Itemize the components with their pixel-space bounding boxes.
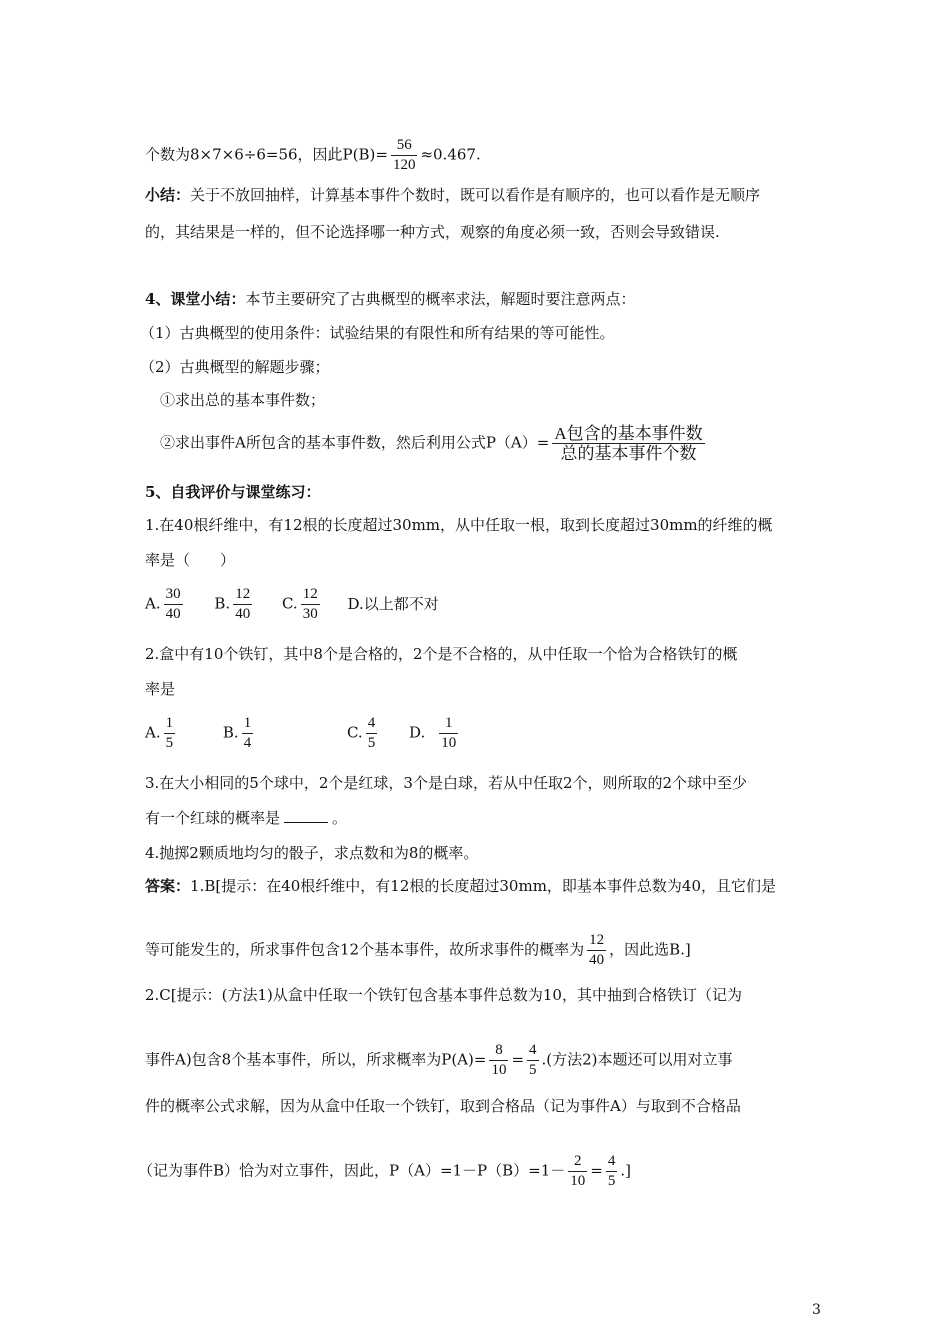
option-c <box>347 714 380 753</box>
denominator: 10 <box>570 1173 586 1189</box>
page-number: 3 <box>812 1302 821 1318</box>
numerator: 1 <box>439 714 458 734</box>
list-item: （1）古典概型的使用条件：试验结果的有限性和所有结果的等可能性。 <box>140 324 615 342</box>
summary-line-2: 的，其结果是一样的，但不论选择哪一种方式，观察的角度必须一致，否则会导致错误. <box>145 223 720 241</box>
text: 有一个红球的概率是 <box>145 809 281 827</box>
option-c <box>282 585 323 624</box>
text: ≈0.467. <box>420 145 481 164</box>
answers-title: 答案： <box>145 877 191 895</box>
numerator: 12 <box>233 585 252 605</box>
text: .(方法2)本题还可以用对立事 <box>541 1050 733 1069</box>
option-b <box>223 714 256 753</box>
text: （记为事件B）恰为对立事件，因此，P（A）=1－P（B）=1－ <box>138 1161 566 1180</box>
fraction <box>527 1041 539 1080</box>
step-item <box>160 424 708 463</box>
text: = <box>590 1161 603 1180</box>
option-d <box>409 714 461 753</box>
denominator: 120 <box>392 157 416 173</box>
answer-2-line-3: 件的概率公式求解，因为从盒中任取一个铁钉，取到合格品（记为事件A）与取到不合格品 <box>145 1097 741 1115</box>
option-a <box>145 585 186 624</box>
fraction <box>606 1152 618 1191</box>
text: 事件A)包含8个基本事件，所以，所求概率为P(A)= <box>145 1050 487 1069</box>
text: 1.B[提示：在40根纤维中，有12根的长度超过30mm，即基本事件总数为40，且它们是 <box>190 877 777 895</box>
summary-title: 小结： <box>145 186 191 204</box>
step-item: ①求出总的基本事件数； <box>160 391 326 409</box>
summary-line <box>145 185 760 205</box>
text: 个数为8×7×6÷6=56，因此P(B)= <box>145 145 388 164</box>
question-4: 4.抛掷2颗质地均匀的骰子，求点数和为8的概率。 <box>145 844 479 862</box>
fraction <box>301 585 320 624</box>
denominator: 4 <box>243 735 252 751</box>
answer-2-line-1: 2.C[提示：(方法1)从盒中任取一个铁钉包含基本事件总数为10，其中抽到合格铁订（记为 <box>145 986 742 1004</box>
numerator: 4 <box>527 1041 539 1061</box>
option-label: C. <box>346 723 363 742</box>
question-3: 3.在大小相同的5个球中，2个是红球，3个是白球，若从中任取2个，则所取的2个球中至少 <box>145 774 748 792</box>
option-b <box>214 585 255 624</box>
fraction <box>587 931 606 970</box>
denominator: 10 <box>491 1062 507 1078</box>
option-label: B. <box>222 723 239 742</box>
denominator: 5 <box>367 735 376 751</box>
question-2: 2.盒中有10个铁钉，其中8个是合格的，2个是不合格的，从中任取一个恰为合格铁钉的概 <box>145 645 738 663</box>
question-1-options <box>145 585 439 624</box>
fraction <box>233 585 252 624</box>
text: ，因此选B.] <box>609 940 691 959</box>
numerator: 30 <box>164 585 183 605</box>
question-1-line-2: 率是（ ） <box>145 551 236 569</box>
denominator: 40 <box>235 606 251 622</box>
denominator: 5 <box>529 1062 537 1078</box>
text: .] <box>620 1161 631 1180</box>
numerator: 1 <box>164 714 176 734</box>
text: = <box>511 1050 525 1069</box>
denominator: 40 <box>165 606 181 622</box>
answer-1-line-2 <box>145 931 691 970</box>
question-3-line-2 <box>145 808 347 828</box>
formula-fraction <box>552 424 704 463</box>
denominator: 总的基本事件个数 <box>560 444 697 463</box>
fraction <box>164 585 183 624</box>
option-label: A. <box>145 594 161 613</box>
numerator: 56 <box>391 136 418 156</box>
fraction <box>242 714 254 753</box>
denominator: 30 <box>302 606 318 622</box>
option-label: D. <box>408 723 426 742</box>
fraction <box>568 1152 587 1191</box>
answer-2-line-2 <box>145 1041 733 1080</box>
option-a <box>145 714 178 753</box>
option-label: C. <box>281 594 298 613</box>
numerator: 4 <box>366 714 378 734</box>
question-2-options <box>145 714 461 753</box>
section-intro: 本节主要研究了古典概型的概率求法，解题时要注意两点： <box>245 290 636 308</box>
numerator: 2 <box>568 1152 587 1172</box>
answer-blank[interactable] <box>284 822 328 823</box>
fraction <box>366 714 378 753</box>
option-label: A. <box>145 723 161 742</box>
numerator: 1 <box>242 714 254 734</box>
text-line <box>145 136 481 175</box>
numerator: 12 <box>587 931 606 951</box>
numerator: 4 <box>606 1152 618 1172</box>
denominator: 5 <box>165 735 174 751</box>
denominator: 40 <box>589 952 605 968</box>
option-label: B. <box>214 594 231 613</box>
fraction <box>439 714 458 753</box>
section-4-heading <box>145 289 635 309</box>
text: ②求出事件A所包含的基本事件数，然后利用公式P（A）= <box>160 433 550 452</box>
numerator: 12 <box>301 585 320 605</box>
option-d: D.以上都不对 <box>347 594 439 613</box>
summary-text: 关于不放回抽样，计算基本事件个数时，既可以看作是有顺序的，也可以看作是无顺序 <box>190 186 761 204</box>
numerator: 8 <box>489 1041 508 1061</box>
section-title: 4、课堂小结： <box>145 290 246 308</box>
denominator: 5 <box>607 1173 616 1189</box>
fraction <box>164 714 176 753</box>
fraction <box>489 1041 508 1080</box>
denominator: 10 <box>441 735 457 751</box>
list-item: （2）古典概型的解题步骤； <box>140 358 330 376</box>
question-1: 1.在40根纤维中，有12根的长度超过30mm，从中任取一根，取到长度超过30mm的纤维的概 <box>145 516 773 534</box>
answer-2-line-4 <box>138 1152 631 1191</box>
question-2-line-2: 率是 <box>145 680 176 698</box>
answer-1-line-1 <box>145 876 776 896</box>
text: 等可能发生的，所求事件包含12个基本事件，故所求事件的概率为 <box>145 940 585 959</box>
numerator: A包含的基本事件数 <box>554 424 703 443</box>
fraction <box>391 136 418 175</box>
text: 。 <box>332 809 348 827</box>
section-5-heading: 5、自我评价与课堂练习： <box>145 483 321 501</box>
